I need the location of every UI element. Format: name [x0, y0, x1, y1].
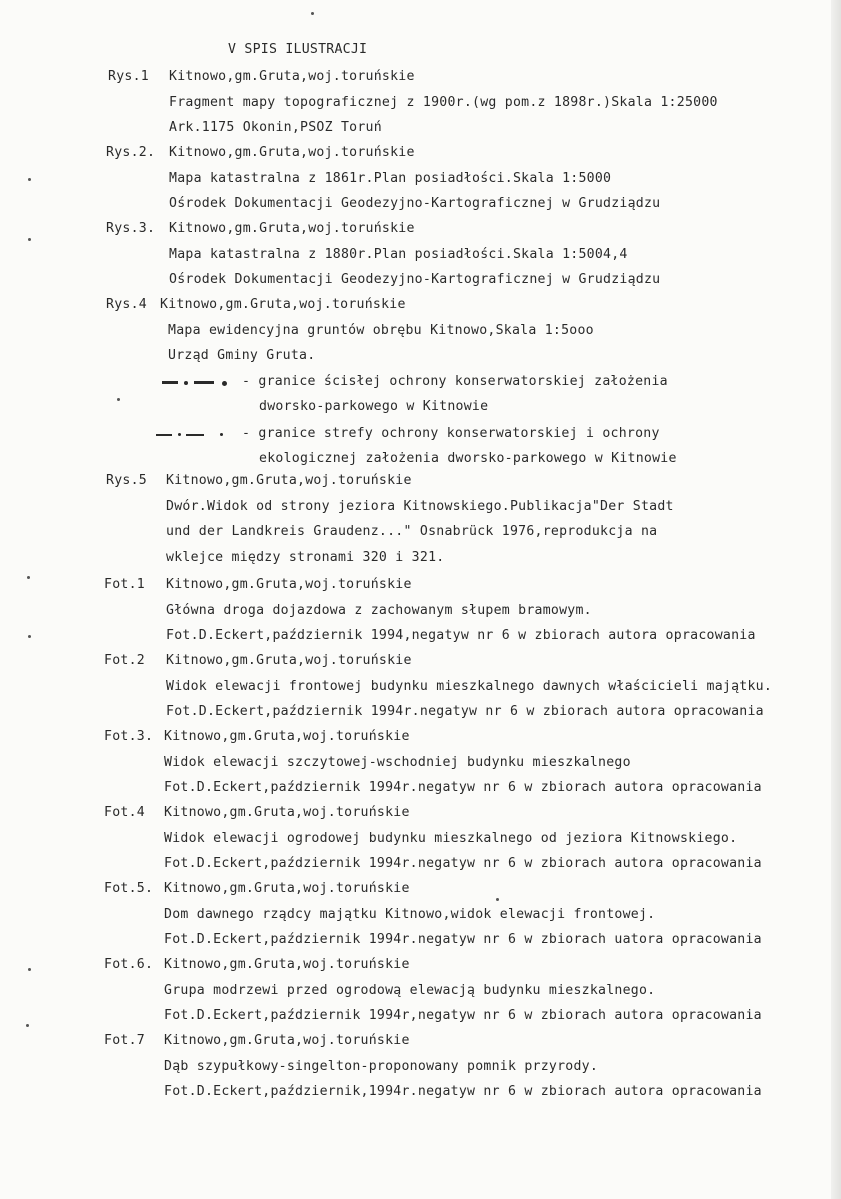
scan-speck [28, 635, 31, 638]
entry-description-line: Ośrodek Dokumentacji Geodezyjno-Kartograficznej w Grudziądzu [169, 272, 661, 287]
entry-description-line: Fot.D.Eckert,październik 1994r.negatyw nr 6 w zbiorach autora opracowania [164, 856, 762, 871]
entry-label: Fot.5. [104, 881, 154, 896]
entry-location: Kitnowo,gm.Gruta,woj.toruńskie [169, 145, 415, 160]
entry-description-line: Widok elewacji frontowej budynku mieszkalnego dawnych właścicieli majątku. [166, 679, 773, 694]
entry-description-line: Fragment mapy topograficznej z 1900r.(wg pom.z 1898r.)Skala 1:25000 [169, 95, 718, 110]
page-edge-shadow [831, 0, 841, 1199]
entry-location: Kitnowo,gm.Gruta,woj.toruńskie [169, 221, 415, 236]
entry-label: Fot.3. [104, 729, 154, 744]
legend-line: - granice ścisłej ochrony konserwatorskiej założenia [242, 374, 668, 389]
scan-speck [28, 178, 31, 181]
entry-description-line: Mapa katastralna z 1861r.Plan posiadłości.Skala 1:5000 [169, 171, 612, 186]
entry-label: Rys.2. [106, 145, 156, 160]
legend-line: dworsko-parkowego w Kitnowie [259, 399, 489, 414]
entry-location: Kitnowo,gm.Gruta,woj.toruńskie [164, 957, 410, 972]
entry-description-line: Fot.D.Eckert,październik 1994r.negatyw nr 6 w zbiorach autora opracowania [164, 780, 762, 795]
scan-speck [496, 898, 499, 901]
entry-description-line: Fot.D.Eckert,październik,1994r.negatyw nr 6 w zbiorach autora opracowania [164, 1084, 762, 1099]
page-title: V SPIS ILUSTRACJI [228, 42, 368, 57]
scan-speck [26, 1024, 29, 1027]
entry-label: Fot.7 [104, 1033, 145, 1048]
dash-dot-thin-line-symbol [156, 430, 236, 440]
entry-label: Fot.1 [104, 577, 145, 592]
entry-location: Kitnowo,gm.Gruta,woj.toruńskie [166, 653, 412, 668]
entry-location: Kitnowo,gm.Gruta,woj.toruńskie [166, 473, 412, 488]
dash-dot-bold-line-symbol [162, 378, 252, 388]
entry-description-line: Dąb szypułkowy-singelton-proponowany pomnik przyrody. [164, 1059, 599, 1074]
entry-description-line: Dwór.Widok od strony jeziora Kitnowskiego.Publikacja"Der Stadt [166, 499, 674, 514]
entry-location: Kitnowo,gm.Gruta,woj.toruńskie [164, 1033, 410, 1048]
entry-label: Fot.2 [104, 653, 145, 668]
scan-speck [27, 576, 30, 579]
scan-speck [311, 12, 314, 15]
entry-description-line: und der Landkreis Graudenz..." Osnabrück 1976,reprodukcja na [166, 524, 658, 539]
legend-line: ekologicznej założenia dworsko-parkowego w Kitnowie [259, 451, 677, 466]
entry-location: Kitnowo,gm.Gruta,woj.toruńskie [160, 297, 406, 312]
entry-location: Kitnowo,gm.Gruta,woj.toruńskie [164, 881, 410, 896]
entry-description-line: Widok elewacji szczytowej-wschodniej budynku mieszkalnego [164, 755, 631, 770]
entry-description-line: Ośrodek Dokumentacji Geodezyjno-Kartograficznej w Grudziądzu [169, 196, 661, 211]
entry-description-line: Grupa modrzewi przed ogrodową elewacją budynku mieszkalnego. [164, 983, 656, 998]
entry-location: Kitnowo,gm.Gruta,woj.toruńskie [166, 577, 412, 592]
entry-description-line: Fot.D.Eckert,październik 1994r,negatyw nr 6 w zbiorach autora opracowania [164, 1008, 762, 1023]
entry-description-line: wklejce między stronami 320 i 321. [166, 550, 445, 565]
entry-description-line: Mapa ewidencyjna gruntów obrębu Kitnowo,Skala 1:5ooo [168, 323, 594, 338]
entry-description-line: Mapa katastralna z 1880r.Plan posiadłości.Skala 1:5004,4 [169, 247, 628, 262]
entry-description-line: Fot.D.Eckert,październik 1994r.negatyw nr 6 w zbiorach uatora opracowania [164, 932, 762, 947]
entry-location: Kitnowo,gm.Gruta,woj.toruńskie [164, 729, 410, 744]
entry-description-line: Fot.D.Eckert,październik 1994,negatyw nr 6 w zbiorach autora opracowania [166, 628, 756, 643]
legend-line: - granice strefy ochrony konserwatorskiej i ochrony [242, 426, 660, 441]
entry-label: Fot.4 [104, 805, 145, 820]
entry-description-line: Urząd Gminy Gruta. [168, 348, 316, 363]
scan-speck [28, 968, 31, 971]
entry-label: Rys.3. [106, 221, 156, 236]
scan-speck [28, 238, 31, 241]
entry-label: Rys.5 [106, 473, 147, 488]
entry-location: Kitnowo,gm.Gruta,woj.toruńskie [169, 69, 415, 84]
entry-description-line: Widok elewacji ogrodowej budynku mieszkalnego od jeziora Kitnowskiego. [164, 831, 738, 846]
entry-location: Kitnowo,gm.Gruta,woj.toruńskie [164, 805, 410, 820]
entry-label: Rys.4 [106, 297, 147, 312]
entry-description-line: Ark.1175 Okonin,PSOZ Toruń [169, 120, 382, 135]
entry-label: Rys.1 [108, 69, 149, 84]
entry-description-line: Dom dawnego rządcy majątku Kitnowo,widok elewacji frontowej. [164, 907, 656, 922]
entry-description-line: Fot.D.Eckert,październik 1994r.negatyw nr 6 w zbiorach autora opracowania [166, 704, 764, 719]
scan-speck [117, 398, 120, 401]
entry-description-line: Główna droga dojazdowa z zachowanym słupem bramowym. [166, 603, 592, 618]
entry-label: Fot.6. [104, 957, 154, 972]
